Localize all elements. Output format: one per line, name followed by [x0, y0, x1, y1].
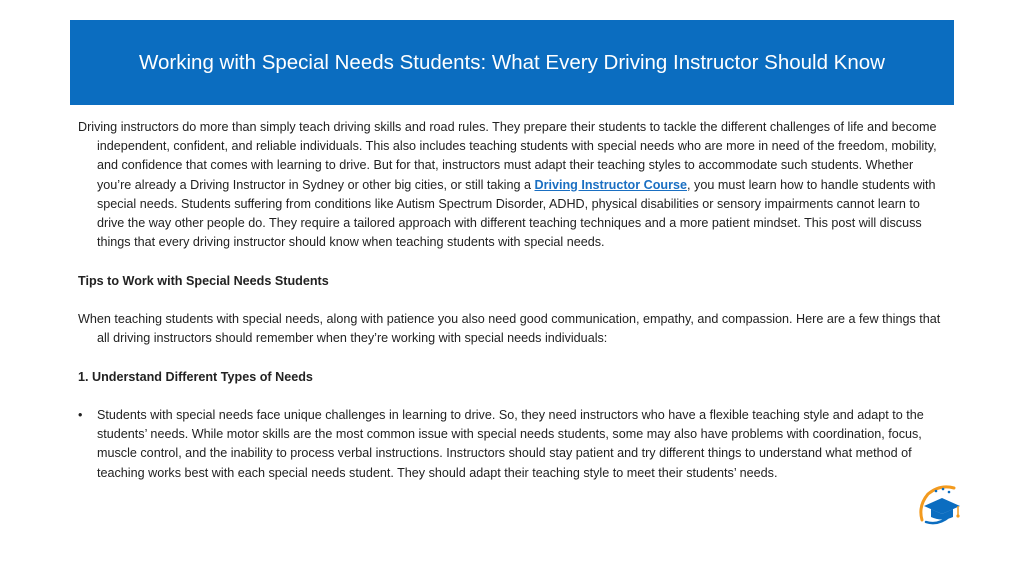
- title-banner: [70, 20, 954, 105]
- section-heading: Tips to Work with Special Needs Students: [78, 273, 329, 288]
- article-body: [78, 118, 946, 483]
- subheading: 1. Understand Different Types of Needs: [78, 369, 313, 384]
- intro-text-after-link: , you must learn how to handle students with special needs. Students suffering from conditions like Autism Spectrum Disorder, ADHD, physical disabilities or sensory impairments cannot learn to drive the way other people do. They require a tailored approach with different teaching techniques and a more patient mindset. This post will discuss things that every driving instructor should know when teaching students with special needs.: [97, 177, 936, 250]
- graduation-cap-logo-icon: [914, 480, 962, 526]
- driving-instructor-course-link[interactable]: Driving Instructor Course: [534, 177, 688, 192]
- intro-paragraph: [78, 118, 946, 252]
- bullet-glyph: •: [78, 407, 83, 422]
- bullet-item: [78, 406, 946, 483]
- page-title: Working with Special Needs Students: What Every Driving Instructor Should Know: [139, 50, 885, 74]
- intro-text-before-link: Driving instructors do more than simply teach driving skills and road rules. They prepare their students to tackle the different challenges of life and become independent, confident, and reliable individuals. This also includes teaching students with special needs who are more in need of the freedom, mobility, and confidence that comes with learning to drive. But for that, instructors must adapt their teaching styles to accommodate such students. Whether you’re already a Driving Instructor in Sydney or other big cities, or still taking a: [78, 120, 937, 192]
- section-paragraph: When teaching students with special needs, along with patience you also need good communication, empathy, and compassion. Here are a few things that all driving instructors should remember when they’re working with special needs individuals:: [78, 312, 941, 346]
- bullet-text: Students with special needs face unique challenges in learning to drive. So, they need instructors who have a flexible teaching style and adapt to the students’ needs. While motor skills are the most common issue with special needs students, some may also have problems with coordination, focus, muscle control, and the inability to process verbal instructions. Instructors should stay patient and try different things to understand what method of teaching works best with each special needs student. They should adapt their teaching style to meet their students’ needs.: [97, 407, 924, 480]
